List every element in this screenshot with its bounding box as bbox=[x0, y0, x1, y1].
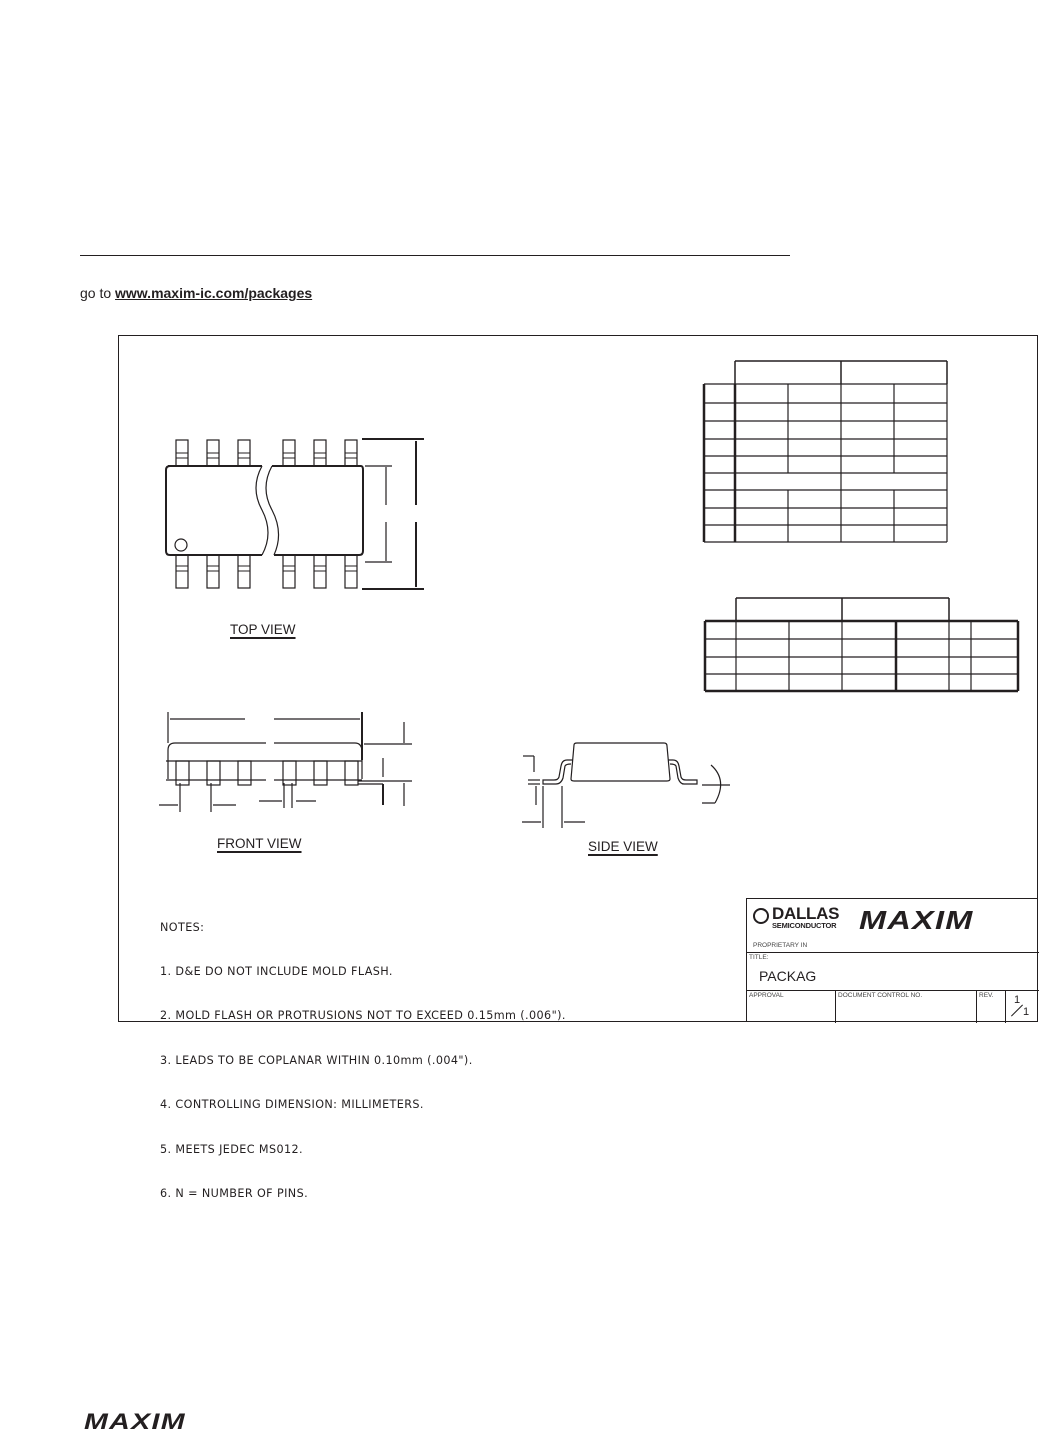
title-value: PACKAG bbox=[759, 968, 817, 984]
top-view-drawing bbox=[166, 439, 424, 589]
note-4: 4. CONTROLLING DIMENSION: MILLIMETERS. bbox=[160, 1098, 424, 1112]
maxim-logo: MAXIM bbox=[859, 905, 974, 935]
front-lead bbox=[207, 761, 220, 785]
doc-control-label: DOCUMENT CONTROL NO. bbox=[838, 992, 923, 999]
front-lead bbox=[283, 761, 296, 785]
dallas-sub: SEMICONDUCTOR bbox=[772, 921, 837, 930]
title-block bbox=[746, 898, 1038, 1022]
dimension-tables bbox=[704, 361, 1018, 691]
footer-maxim-logo: MAXIM bbox=[84, 1409, 186, 1434]
title-label: TITLE: bbox=[749, 954, 769, 961]
front-lead bbox=[176, 761, 189, 785]
goto-prefix: go to bbox=[80, 285, 112, 301]
front-lead bbox=[238, 761, 251, 785]
side-view-label: SIDE VIEW bbox=[588, 839, 658, 854]
approval-label: APPROVAL bbox=[749, 992, 784, 999]
note-2: 2. MOLD FLASH OR PROTRUSIONS NOT TO EXCEED 0.15mm (.006"). bbox=[160, 1009, 566, 1023]
front-view-drawing bbox=[159, 712, 412, 812]
proprietary-text: PROPRIETARY IN bbox=[753, 942, 808, 949]
note-1: 1. D&E DO NOT INCLUDE MOLD FLASH. bbox=[160, 964, 393, 978]
note-5: 5. MEETS JEDEC MS012. bbox=[160, 1142, 303, 1156]
front-lead bbox=[314, 761, 327, 785]
sheet-number: 1 bbox=[1014, 994, 1021, 1006]
packages-link[interactable]: www.maxim-ic.com/packages bbox=[115, 285, 313, 301]
top-view-label: TOP VIEW bbox=[230, 622, 296, 637]
front-view-label: FRONT VIEW bbox=[217, 836, 302, 851]
sheet-total: 1 bbox=[1023, 1006, 1030, 1018]
pin1-marker bbox=[175, 539, 187, 551]
dallas-logo bbox=[753, 906, 839, 930]
sheet-slash bbox=[1011, 1004, 1023, 1016]
rev-label: REV. bbox=[979, 992, 994, 999]
drawing-notes bbox=[160, 891, 566, 1217]
dallas-wordmark: DALLAS bbox=[772, 904, 840, 923]
notes-heading: NOTES: bbox=[160, 920, 205, 934]
dallas-logo-icon bbox=[753, 908, 769, 924]
front-lead bbox=[345, 761, 358, 785]
note-6: 6. N = NUMBER OF PINS. bbox=[160, 1186, 309, 1200]
side-view-drawing bbox=[522, 743, 730, 828]
note-3: 3. LEADS TO BE COPLANAR WITHIN 0.10mm (.004"). bbox=[160, 1053, 473, 1067]
